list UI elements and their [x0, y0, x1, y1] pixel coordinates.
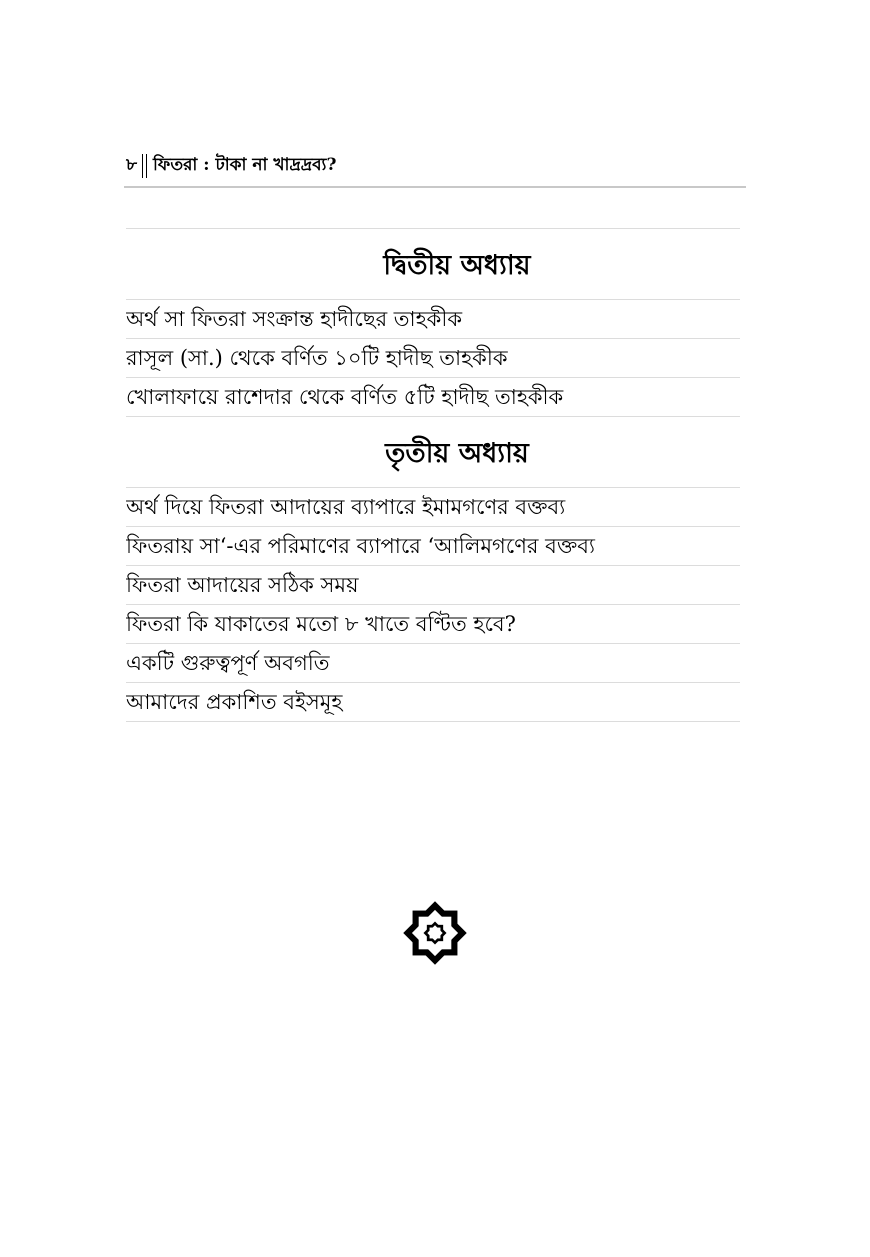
toc-item: ফিতরা আদায়ের সঠিক সময়: [126, 565, 740, 604]
toc-item: ফিতরা কি যাকাতের মতো ৮ খাতে বণ্টিত হবে?: [126, 604, 740, 643]
toc-item: অর্থ সা ফিতরা সংক্রান্ত হাদীছের তাহকীক: [126, 299, 740, 338]
octagram-ornament-icon: [401, 899, 469, 967]
book-title: ফিতরা : টাকা না খাদ্রদ্রব্য?: [153, 155, 337, 175]
chapter-heading-2: দ্বিতীয় অধ্যায়: [126, 228, 740, 299]
toc-item: আমাদের প্রকাশিত বইসমূহ: [126, 682, 740, 722]
page-number: ৮: [126, 155, 138, 175]
toc-item: ফিতরায় সা‘-এর পরিমাণের ব্যাপারে ‘আলিমগণের বক্তব্য: [126, 526, 740, 565]
toc-item: একটি গুরুত্বপূর্ণ অবগতি: [126, 643, 740, 682]
toc-item: খোলাফায়ে রাশেদার থেকে বর্ণিত ৫টি হাদীছ তাহকীক: [126, 377, 740, 416]
running-header: [124, 148, 746, 188]
header-separator: [142, 154, 147, 178]
header-text: [126, 152, 336, 180]
toc-item: রাসূল (সা.) থেকে বর্ণিত ১০টি হাদীছ তাহকীক: [126, 338, 740, 377]
table-of-contents: [126, 228, 740, 722]
chapter-heading-3: তৃতীয় অধ্যায়: [126, 416, 740, 487]
toc-item: অর্থ দিয়ে ফিতরা আদায়ের ব্যাপারে ইমামগণের বক্তব্য: [126, 487, 740, 526]
